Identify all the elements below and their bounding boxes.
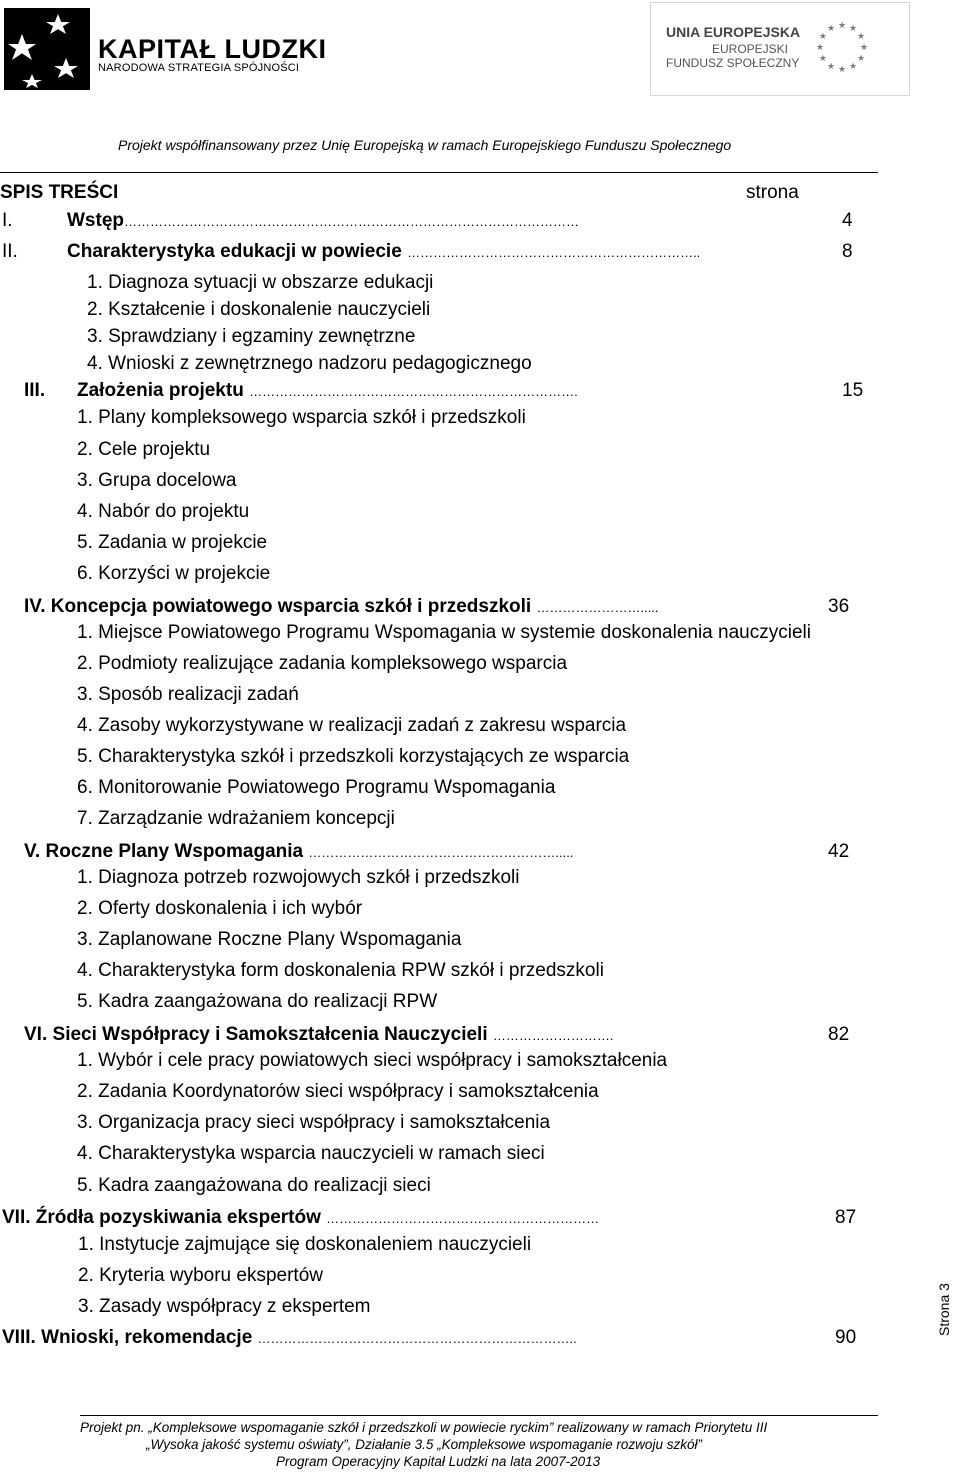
eu-star-icon: ★ xyxy=(857,31,866,41)
leader-dots: ……………………..... xyxy=(536,600,659,615)
footer-line-1: Projekt pn. „Kompleksowe wspomaganie szkół i przedszkoli w powiecie ryckim” realizowany w ramach Priorytetu III xyxy=(80,1420,768,1435)
toc-section-8[interactable] xyxy=(2,1327,577,1349)
toc-title: Roczne Plany Wspomagania xyxy=(45,841,304,862)
toc-subitem[interactable]: 3. Sprawdziany i egzaminy zewnętrzne xyxy=(87,326,416,347)
eu-star-icon: ★ xyxy=(826,22,836,33)
eu-star-icon: ★ xyxy=(857,53,866,63)
toc-num-2: II. xyxy=(2,241,18,262)
footer-line-3: Program Operacyjny Kapitał Ludzki na lata 2007-2013 xyxy=(276,1454,601,1469)
footer-divider xyxy=(80,1415,878,1416)
toc-title: Źródła pozyskiwania ekspertów xyxy=(35,1207,321,1228)
toc-page-5: 42 xyxy=(828,841,850,862)
eu-line1: UNIA EUROPEJSKA xyxy=(666,24,801,40)
toc-num-3: III. xyxy=(24,380,46,401)
toc-section-1[interactable] xyxy=(67,210,579,232)
toc-subitem[interactable]: 3. Grupa docelowa xyxy=(77,470,237,491)
toc-subitem[interactable]: 1. Miejsce Powiatowego Programu Wspomagania w systemie doskonalenia nauczycieli xyxy=(77,622,811,643)
toc-page-column-label: strona xyxy=(746,182,799,203)
leader-dots: ……………………………………………………………….. xyxy=(257,1331,577,1346)
toc-title: Założenia projektu xyxy=(77,380,244,401)
toc-subitem[interactable]: 5. Kadra zaangażowana do realizacji RPW xyxy=(77,991,438,1012)
toc-subitem[interactable]: 2. Oferty doskonalenia i ich wybór xyxy=(77,898,363,919)
toc-page-2: 8 xyxy=(842,241,853,262)
toc-title: Sieci Współpracy i Samokształcenia Nauczycieli xyxy=(52,1024,488,1045)
footer-line-2: „Wysoka jakość systemu oświaty”, Działanie 3.5 „Kompleksowe wspomaganie rozwoju szkół” xyxy=(146,1437,702,1452)
toc-subitem[interactable]: 4. Nabór do projektu xyxy=(77,501,250,522)
toc-title: Koncepcja powiatowego wsparcia szkół i przedszkoli xyxy=(50,596,532,617)
toc-subitem[interactable]: 1. Diagnoza potrzeb rozwojowych szkół i przedszkoli xyxy=(77,867,520,888)
toc-num: VIII. xyxy=(2,1327,36,1348)
toc-subitem[interactable]: 2. Kształcenie i doskonalenie nauczycieli xyxy=(87,299,431,320)
toc-subitem[interactable]: 2. Zadania Koordynatorów sieci współpracy i samokształcenia xyxy=(77,1081,599,1102)
toc-subitem[interactable]: 3. Zaplanowane Roczne Plany Wspomagania xyxy=(77,929,462,950)
leader-dots: …………………………………………………………………. xyxy=(249,384,578,399)
toc-heading: SPIS TREŚCI xyxy=(0,182,119,203)
toc-section-4[interactable] xyxy=(24,596,659,618)
toc-subitem[interactable]: 5. Kadra zaangażowana do realizacji sieci xyxy=(77,1175,431,1196)
toc-title: Charakterystyka edukacji w powiecie xyxy=(67,241,402,262)
toc-subitem[interactable]: 4. Charakterystyka form doskonalenia RPW szkół i przedszkoli xyxy=(77,960,604,981)
toc-num: VII. xyxy=(2,1207,31,1228)
eu-star-icon: ★ xyxy=(818,31,827,41)
toc-num: IV. xyxy=(24,596,46,617)
toc-subitem[interactable]: 6. Monitorowanie Powiatowego Programu Wspomagania xyxy=(77,777,556,798)
leader-dots: …………………………………………………………………………………………… xyxy=(124,214,579,229)
toc-page-1: 4 xyxy=(842,210,853,231)
leader-dots: ……………………………………………………… xyxy=(326,1211,600,1226)
eu-flag-icon xyxy=(806,16,878,78)
toc-page-4: 36 xyxy=(828,596,850,617)
eu-line2: EUROPEJSKI xyxy=(712,42,789,56)
toc-section-3[interactable] xyxy=(77,380,578,402)
toc-num: V. xyxy=(24,841,41,862)
cofinancing-note: Projekt współfinansowany przez Unię Europejską w ramach Europejskiego Funduszu Społecznego xyxy=(118,137,732,153)
toc-subitem[interactable]: 2. Cele projektu xyxy=(77,439,211,460)
toc-page-8: 90 xyxy=(835,1327,857,1348)
toc-subitem[interactable]: 2. Kryteria wyboru ekspertów xyxy=(78,1265,323,1286)
eu-star-icon: ★ xyxy=(848,61,858,72)
toc-subitem[interactable]: 4. Zasoby wykorzystywane w realizacji zadań z zakresu wsparcia xyxy=(77,715,627,736)
toc-subitem[interactable]: 4. Wnioski z zewnętrznego nadzoru pedagogicznego xyxy=(87,353,532,374)
toc-num-1: I. xyxy=(2,210,13,231)
toc-subitem[interactable]: 3. Sposób realizacji zadań xyxy=(77,684,299,705)
leader-dots: …………………………………………………..... xyxy=(308,845,574,860)
eu-line3: FUNDUSZ SPOŁECZNY xyxy=(666,56,800,70)
leader-dots: ………………………. xyxy=(492,1028,614,1043)
toc-section-7[interactable] xyxy=(2,1207,599,1229)
eu-star-icon: ★ xyxy=(837,64,847,74)
toc-subitem[interactable]: 1. Diagnoza sytuacji w obszarze edukacji xyxy=(87,272,434,293)
toc-subitem[interactable]: 3. Zasady współpracy z ekspertem xyxy=(78,1296,371,1317)
toc-subitem[interactable]: 4. Charakterystyka wsparcia nauczycieli w ramach sieci xyxy=(77,1143,545,1164)
toc-subitem[interactable]: 6. Korzyści w projekcie xyxy=(77,563,271,584)
toc-num: VI. xyxy=(24,1024,48,1045)
toc-subitem[interactable]: 1. Instytucje zajmujące się doskonaleniem nauczycieli xyxy=(78,1234,532,1255)
eu-star-icon: ★ xyxy=(818,53,827,63)
eu-star-icon: ★ xyxy=(826,61,836,72)
toc-section-6[interactable] xyxy=(24,1024,614,1046)
toc-section-2[interactable] xyxy=(67,241,700,263)
page-number: Strona 3 xyxy=(936,1283,952,1336)
leader-dots: ………………………………………………………….. xyxy=(407,245,701,260)
toc-subitem[interactable]: 3. Organizacja pracy sieci współpracy i samokształcenia xyxy=(77,1112,551,1133)
kl-subtitle: NARODOWA STRATEGIA SPÓJNOŚCI xyxy=(98,62,300,74)
eu-star-icon: ★ xyxy=(815,42,825,52)
eu-star-icon: ★ xyxy=(837,20,847,30)
toc-subitem[interactable]: 1. Plany kompleksowego wsparcia szkół i przedszkoli xyxy=(77,407,526,428)
toc-subitem[interactable]: 5. Charakterystyka szkół i przedszkoli korzystających ze wsparcia xyxy=(77,746,630,767)
toc-page-3: 15 xyxy=(842,380,864,401)
toc-title: Wnioski, rekomendacje xyxy=(41,1327,253,1348)
kl-title: KAPITAŁ LUDZKI xyxy=(98,34,327,64)
toc-page-7: 87 xyxy=(835,1207,857,1228)
eu-star-icon: ★ xyxy=(859,42,869,52)
header-divider xyxy=(0,172,878,173)
toc-title: Wstęp xyxy=(67,210,124,231)
toc-section-5[interactable] xyxy=(24,841,573,863)
eu-star-icon: ★ xyxy=(848,22,858,33)
toc-subitem[interactable]: 7. Zarządzanie wdrażaniem koncepcji xyxy=(77,808,395,829)
toc-page-6: 82 xyxy=(828,1024,850,1045)
toc-subitem[interactable]: 1. Wybór i cele pracy powiatowych sieci współpracy i samokształcenia xyxy=(77,1050,668,1071)
toc-subitem[interactable]: 2. Podmioty realizujące zadania kompleksowego wsparcia xyxy=(77,653,568,674)
toc-subitem[interactable]: 5. Zadania w projekcie xyxy=(77,532,268,553)
